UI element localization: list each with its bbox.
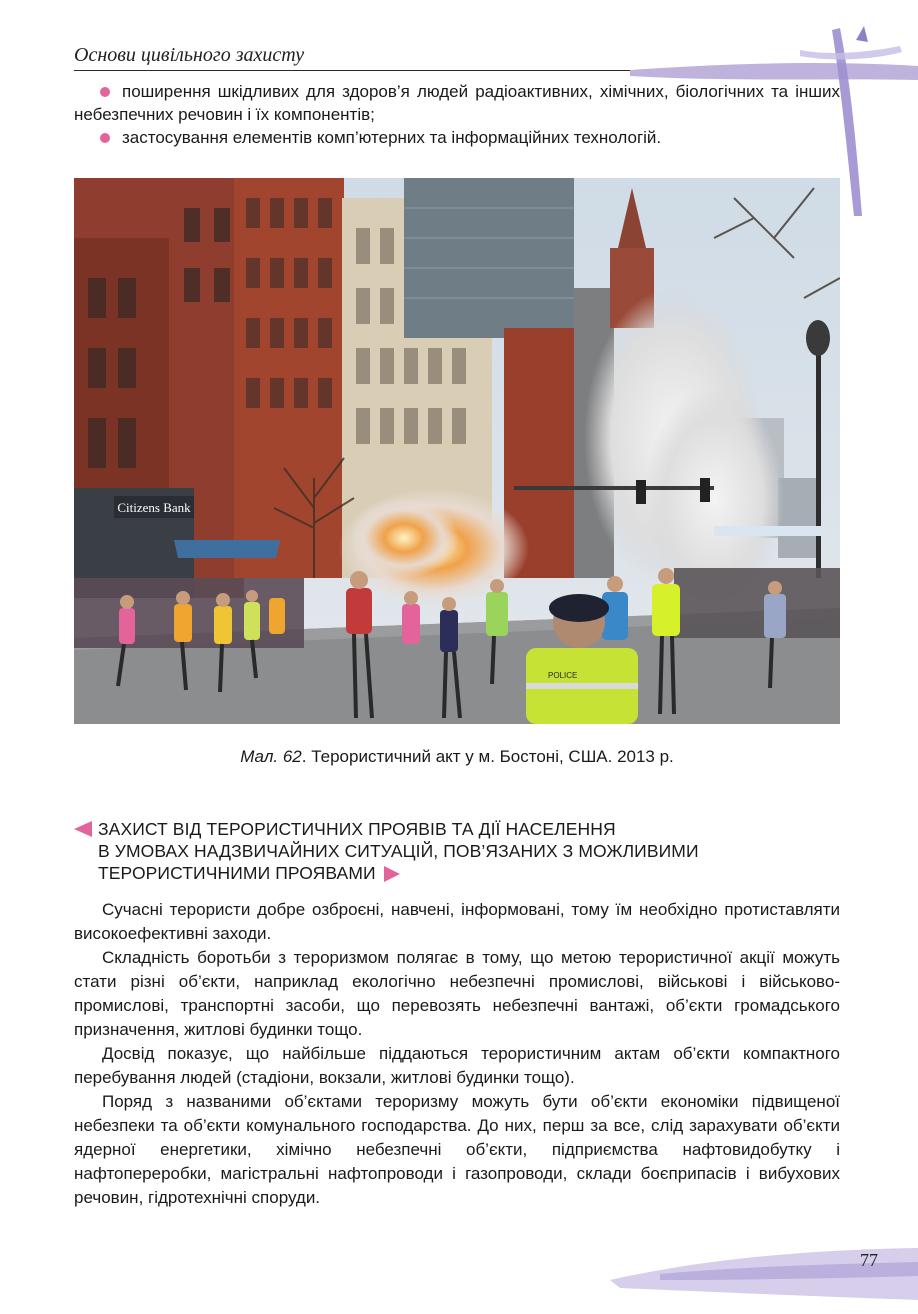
header-title: Основи цивільного захисту	[74, 44, 305, 66]
bullet-item	[74, 126, 840, 149]
section-heading	[74, 818, 840, 884]
bullet-item	[74, 80, 840, 126]
paragraph: Складність боротьби з тероризмом полягає в тому, що метою терористичної акції можуть стати різні об’єкти, наприклад екологічно небезпечні промислові, військові і військово-промислові, транспортні засоби, що перевозять небезпечні вантажі, об’єкти громадського призначення, житлові будинки тощо.	[74, 948, 840, 1039]
bullet-dot-icon	[100, 133, 110, 143]
section-heading-line-text: ТЕРОРИСТИЧНИМИ ПРОЯВАМИ	[98, 863, 376, 883]
figure-label: Мал. 62	[240, 747, 302, 766]
triangle-left-icon	[74, 821, 92, 837]
paragraph: Поряд з названими об’єктами тероризму можуть бути об’єкти економіки підвищеної небезпеки та об’єкти комунального господарства. До них, перш за все, слід зарахувати об’єкти ядерної енергетики, хімічно небезпечні об’єкти, підприємства нафтовидобутку і нафтопереробки, магістральні нафтопроводи і газопроводи, склади боєприпасів і вибухових речовин, гідротехнічні споруди.	[74, 1092, 840, 1207]
section-heading-line: ЗАХИСТ ВІД ТЕРОРИСТИЧНИХ ПРОЯВІВ ТА ДІЇ НАСЕЛЕННЯ	[98, 819, 616, 839]
paragraph: Досвід показує, що найбільше піддаються терористичним актам об’єкти компактного перебування людей (стадіони, вокзали, житлові будинки тощо).	[74, 1044, 840, 1087]
decorative-brush-bottom	[600, 1230, 918, 1314]
section-heading-line	[74, 862, 840, 884]
triangle-right-icon	[384, 866, 400, 882]
bullet-list	[74, 80, 840, 149]
bullet-text: поширення шкідливих для здоров’я людей радіоактивних, хімічних, біологічних та інших небезпечних речовин і їх компонентів;	[74, 82, 840, 124]
boston-street-scene-illustration	[74, 178, 840, 724]
body-text	[74, 898, 840, 1210]
figure-caption-text: . Терористичний акт у м. Бостоні, США. 2013 р.	[301, 747, 674, 766]
bullet-dot-icon	[100, 87, 110, 97]
running-header	[74, 42, 630, 71]
storefront-sign: Citizens Bank	[117, 500, 191, 515]
officer-vest-text: POLICE	[548, 671, 578, 680]
section-heading-line: В УМОВАХ НАДЗВИЧАЙНИХ СИТУАЦІЙ, ПОВ’ЯЗАНИХ З МОЖЛИВИМИ	[98, 841, 699, 861]
figure-photo	[74, 178, 840, 724]
bullet-text: застосування елементів комп’ютерних та інформаційних технологій.	[122, 128, 662, 147]
paragraph: Сучасні терористи добре озброєні, навчені, інформовані, тому їм необхідно протиставляти високоефективні заходи.	[74, 900, 840, 943]
page-number: 77	[860, 1250, 878, 1270]
figure-caption	[74, 747, 840, 767]
